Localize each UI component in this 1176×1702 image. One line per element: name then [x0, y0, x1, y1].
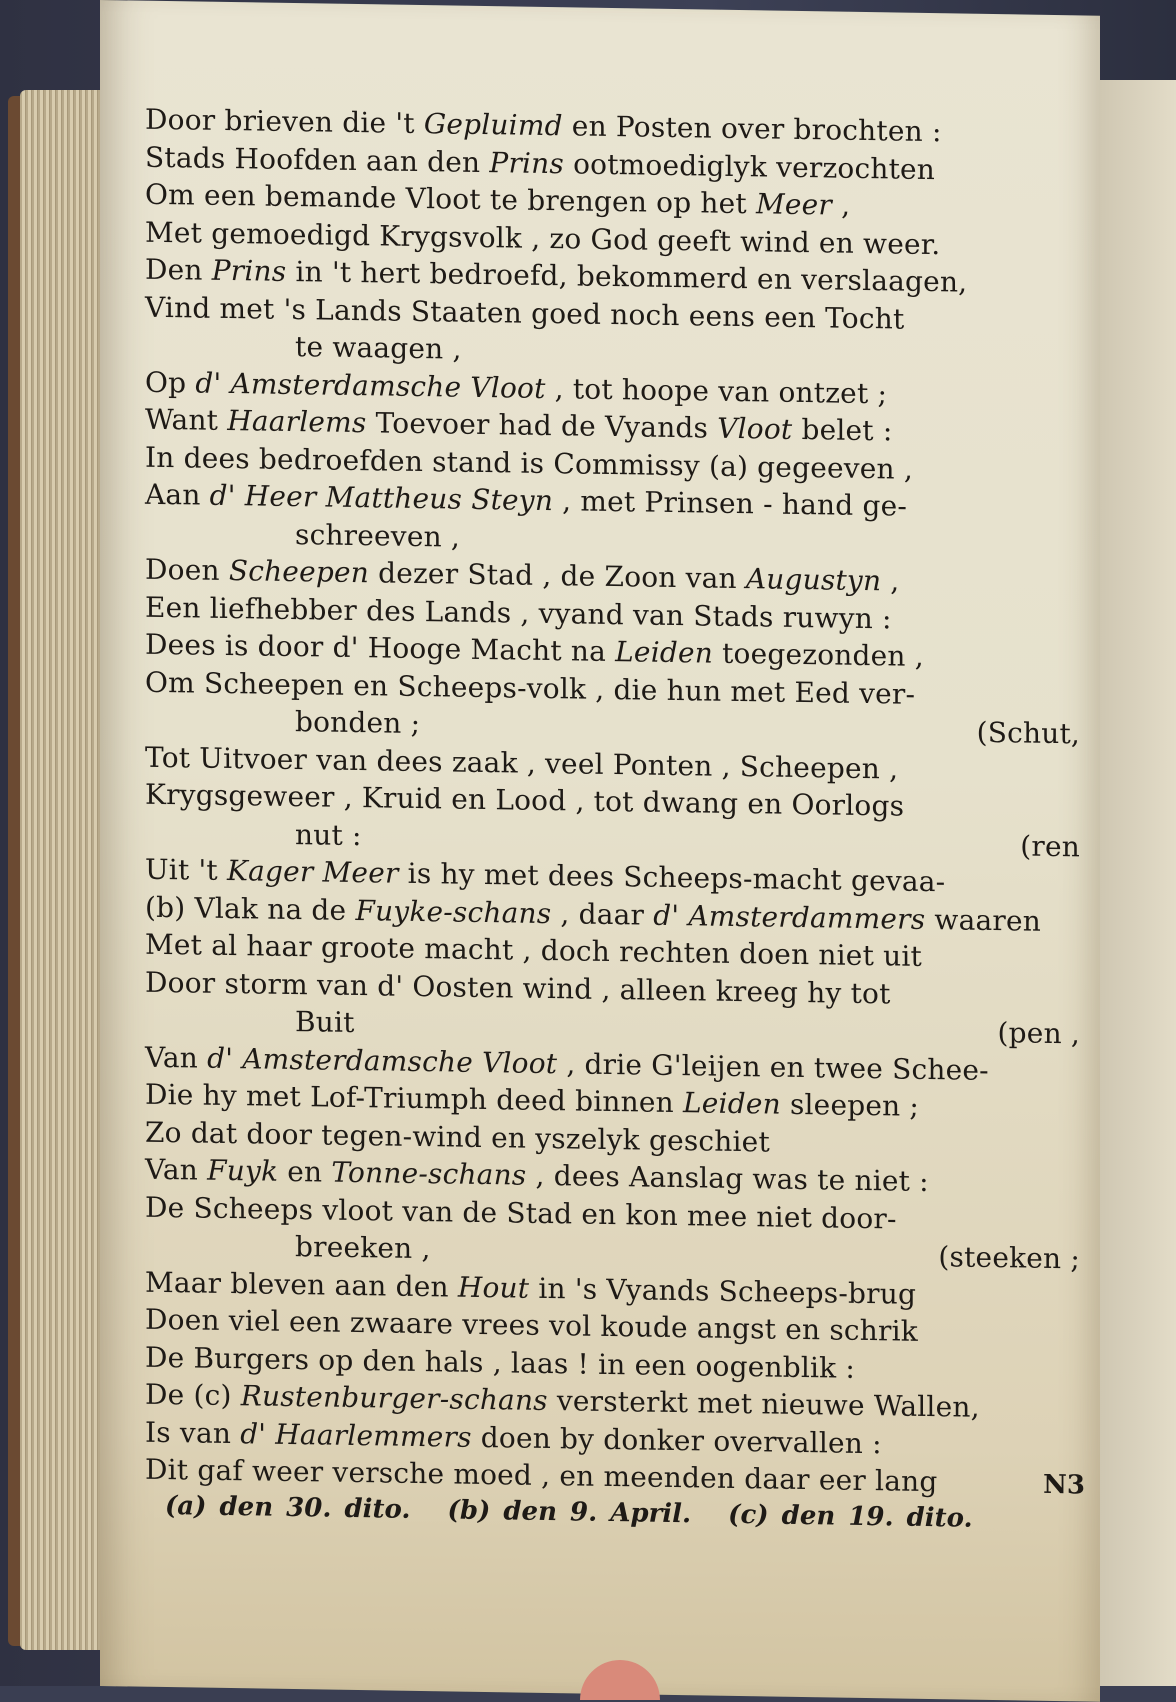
text-segment: Met al haar groote macht , doch rechten doen niet uit — [145, 927, 922, 973]
text-segment: doen by donker overvallen : — [471, 1420, 882, 1460]
text-segment: Want — [145, 402, 228, 437]
italic-segment: Gepluimd — [423, 107, 563, 143]
text-segment: De (c) — [145, 1377, 241, 1413]
text-segment: , dees Aanslag was te niet : — [526, 1158, 929, 1199]
text-segment: belet : — [792, 412, 893, 448]
page-edges — [20, 90, 100, 1650]
text-segment: , drie G'leijen en twee Schee- — [557, 1046, 989, 1087]
text-segment: De Burgers op den hals , laas ! in een oogenblik : — [145, 1340, 856, 1385]
text-segment: Uit 't — [145, 852, 227, 887]
text-segment: Doen viel een zwaare vrees vol koude angst en schrik — [145, 1302, 918, 1348]
italic-segment: Leiden — [615, 635, 713, 670]
italic-segment: d' Haarlemmers — [240, 1416, 472, 1454]
text-segment: bonden ; — [295, 705, 421, 741]
text-segment: en Posten over brochten : — [562, 109, 942, 149]
turnover-word: (ren — [1020, 828, 1080, 863]
text-segment: Vind met 's Lands Staaten goed noch eens een Tocht — [145, 290, 905, 336]
turnover-word: (Schut, — [976, 715, 1080, 751]
turnover-word: (pen , — [997, 1016, 1080, 1051]
text-segment: en — [278, 1154, 332, 1189]
text-segment: Den — [145, 252, 212, 287]
text-segment: Van — [145, 1152, 208, 1187]
text-segment: , — [881, 564, 900, 598]
italic-segment: Meer — [756, 187, 832, 222]
verse-text — [145, 101, 1080, 1503]
text-segment: Die hy met Lof-Triumph deed binnen — [145, 1077, 683, 1120]
italic-segment: d' Amsterdammers — [653, 898, 926, 936]
text-segment: Met gemoedigd Krygsvolk , zo God geeft wind en weer. — [145, 215, 941, 261]
text-segment: versterkt met nieuwe Wallen, — [547, 1384, 980, 1424]
italic-segment: d' Amsterdamsche Vloot — [207, 1041, 558, 1080]
italic-segment: Fuyke-schans — [355, 893, 552, 930]
footnote-a: (a) den 30. dito. — [165, 1491, 411, 1525]
italic-segment: Prins — [489, 145, 564, 180]
text-segment: , — [832, 188, 851, 222]
italic-segment: Tonne-schans — [331, 1155, 527, 1192]
text-segment: breeken , — [295, 1230, 431, 1266]
text-segment: is hy met dees Scheeps-macht gevaa- — [398, 856, 946, 899]
book-page — [100, 0, 1100, 1702]
text-segment: In dees bedroefden stand is Commissy (a) gegeeven , — [145, 440, 913, 486]
text-segment: Dit gaf weer versche moed , en meenden daar eer lang — [145, 1452, 938, 1499]
text-segment: De Scheeps vloot van de Stad en kon mee niet door- — [145, 1190, 897, 1236]
text-segment: Maar bleven aan den — [145, 1265, 458, 1304]
italic-segment: Augustyn — [745, 562, 882, 598]
text-segment: Doen — [145, 552, 229, 588]
text-segment: , daar — [551, 896, 654, 932]
text-segment: Door brieven die 't — [145, 102, 424, 141]
signature-mark: N3 — [1043, 1469, 1085, 1501]
text-segment: Van — [145, 1040, 208, 1075]
text-segment: toegezonden , — [712, 636, 924, 673]
text-segment: Toevoer had de Vyands — [366, 406, 718, 445]
text-segment: (b) Vlak na de — [145, 890, 356, 927]
italic-segment: Rustenburger-schans — [240, 1379, 548, 1418]
text-segment: Aan — [145, 477, 210, 512]
text-segment: in 's Vyands Scheeps-brug — [529, 1271, 917, 1311]
text-segment: Is van — [145, 1415, 241, 1450]
text-segment: Een liefhebber des Lands , vyand van Stads ruwyn : — [145, 590, 892, 635]
facing-page — [1100, 80, 1176, 1686]
turnover-word: (steeken ; — [938, 1240, 1080, 1276]
footnote-c: (c) den 19. dito. — [728, 1499, 973, 1534]
text-segment: ootmoediglyk verzochten — [564, 146, 936, 186]
italic-segment: Leiden — [682, 1086, 781, 1121]
text-segment: , tot hoope van ontzet ; — [545, 371, 888, 410]
italic-segment: Fuyk — [207, 1153, 279, 1188]
text-segment: Dees is door d' Hooge Macht na — [145, 627, 616, 669]
italic-segment: Kager Meer — [226, 853, 399, 890]
footnote-b: (b) den 9. April. — [447, 1495, 692, 1530]
text-segment: waaren — [925, 902, 1041, 938]
italic-segment: d' Amsterdamsche Vloot — [195, 365, 546, 405]
text-segment: Om Scheepen en Scheeps-volk , die hun met Eed ver- — [145, 665, 916, 711]
text-segment: , met Prinsen - hand ge- — [553, 484, 908, 523]
text-segment: Door storm van d' Oosten wind , alleen kreeg hy tot — [145, 965, 891, 1010]
text-segment: sleepen ; — [780, 1087, 920, 1123]
text-segment: schreeven , — [295, 517, 461, 554]
text-segment: Buit — [295, 1005, 355, 1039]
text-segment: Krygsgeweer , Kruid en Lood , tot dwang en Oorlogs — [145, 777, 905, 823]
italic-segment: Hout — [457, 1270, 530, 1305]
text-segment: Zo dat door tegen-wind en yszelyk geschiet — [145, 1115, 770, 1159]
italic-segment: Prins — [211, 253, 287, 288]
text-segment: Op — [145, 365, 196, 399]
text-segment: Tot Uitvoer van dees zaak , veel Ponten , Scheepen , — [145, 740, 899, 786]
text-segment: Om een bemande Vloot te brengen op het — [145, 177, 756, 221]
text-segment: nut : — [295, 817, 362, 852]
text-segment: in 't hert bedroefd, bekommerd en verslaagen, — [286, 254, 968, 299]
italic-segment: Haarlems — [227, 403, 367, 440]
italic-segment: Vloot — [717, 411, 793, 446]
italic-segment: Scheepen — [228, 554, 369, 590]
text-segment: te waagen , — [295, 330, 462, 366]
italic-segment: d' Heer Mattheus Steyn — [209, 478, 554, 518]
text-segment: dezer Stad , de Zoon van — [368, 556, 746, 596]
text-segment: Stads Hoofden aan den — [145, 140, 490, 179]
